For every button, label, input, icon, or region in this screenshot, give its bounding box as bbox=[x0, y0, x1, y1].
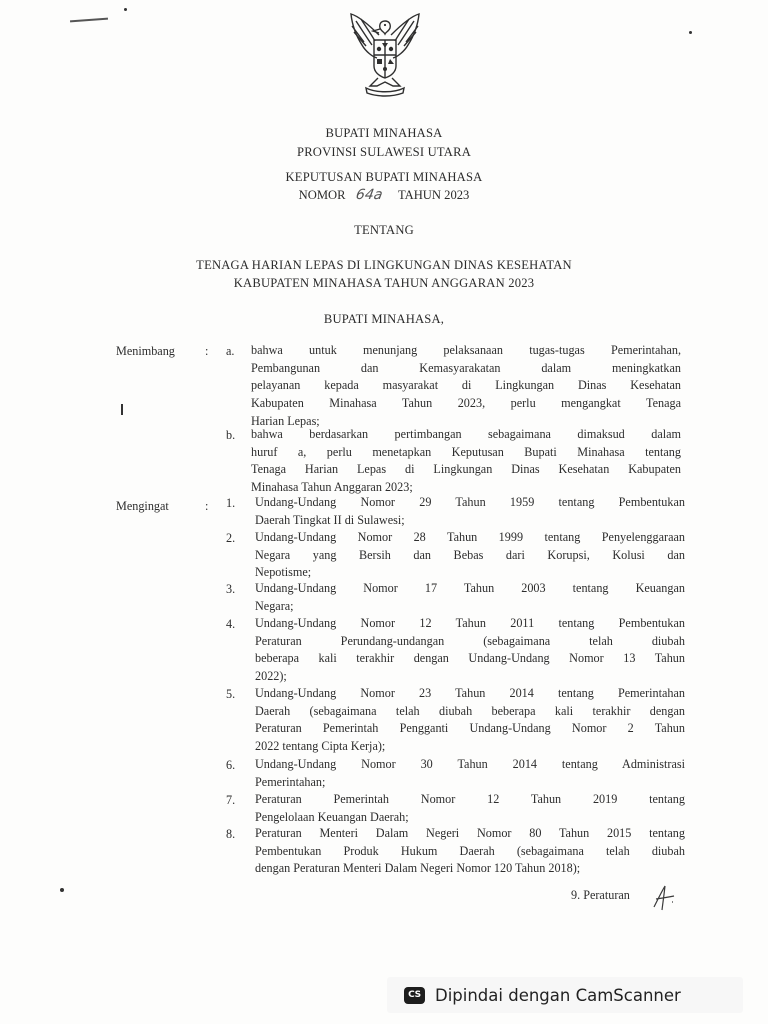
text-line: Harian Lepas; bbox=[251, 413, 320, 428]
mengingat-item-6 bbox=[255, 756, 685, 791]
text-line: bahwa berdasarkan pertimbangan sebagaimana dimaksud dalam bbox=[251, 427, 681, 441]
text-line: Undang-Undang Nomor 17 Tahun 2003 tentang Keuangan bbox=[255, 581, 685, 595]
mengingat-marker-4: 4. bbox=[226, 617, 236, 631]
mengingat-marker-5: 5. bbox=[226, 687, 236, 701]
mengingat-item-3 bbox=[255, 580, 685, 615]
text-line: Negara yang Bersih dan Bebas dari Korupsi, Kolusi dan bbox=[255, 547, 685, 562]
mengingat-marker-2: 2. bbox=[226, 531, 236, 545]
text-line: Undang-Undang Nomor 29 Tahun 1959 tentang Pembentukan bbox=[255, 495, 685, 509]
mengingat-item-2 bbox=[255, 529, 685, 582]
mengingat-item-7 bbox=[255, 791, 685, 826]
mengingat-colon: : bbox=[205, 499, 209, 513]
text-line: huruf a, perlu menetapkan Keputusan Bupati Minahasa tentang bbox=[251, 444, 681, 459]
text-line: bahwa untuk menunjang pelaksanaan tugas-tugas Pemerintahan, bbox=[251, 343, 681, 357]
subject-line-1: TENAGA HARIAN LEPAS DI LINGKUNGAN DINAS KESEHATAN bbox=[196, 258, 572, 272]
subject-line-2: KABUPATEN MINAHASA TAHUN ANGGARAN 2023 bbox=[233, 276, 535, 290]
mengingat-item-4 bbox=[255, 615, 685, 686]
initial-signature-icon bbox=[650, 883, 682, 913]
menimbang-item-a bbox=[251, 342, 681, 431]
text-line: Tenaga Harian Lepas di Lingkungan Dinas Kesehatan Kabupaten bbox=[251, 462, 681, 477]
mengingat-item-1 bbox=[255, 494, 685, 529]
mengingat-item-5 bbox=[255, 685, 685, 756]
mengingat-label: Mengingat bbox=[116, 499, 169, 513]
scan-dot bbox=[60, 888, 64, 892]
text-line: Undang-Undang Nomor 23 Tahun 2014 tentang Pemerintahan bbox=[255, 686, 685, 700]
camscanner-logo-icon: CS bbox=[404, 987, 425, 1004]
menimbang-item-b bbox=[251, 426, 681, 497]
number-label: NOMOR bbox=[298, 188, 346, 202]
text-line: 2022); bbox=[255, 669, 287, 684]
scan-dot bbox=[124, 8, 127, 11]
year-label: TAHUN 2023 bbox=[397, 188, 470, 202]
text-line: Negara; bbox=[255, 598, 294, 613]
text-line: Peraturan Perundang-undangan (sebagaimana telah diubah bbox=[255, 633, 685, 648]
menimbang-label: Menimbang bbox=[116, 344, 175, 358]
text-line: Peraturan Menteri Dalam Negeri Nomor 80 Tahun 2015 tentang bbox=[255, 826, 685, 840]
next-page-reference: 9. Peraturan bbox=[571, 888, 630, 902]
text-line: Kabupaten Minahasa Tahun 2023, perlu mengangkat Tenaga bbox=[251, 396, 681, 411]
text-line: Pembentukan Produk Hukum Daerah (sebagaimana telah diubah bbox=[255, 843, 685, 858]
mengingat-marker-6: 6. bbox=[226, 758, 236, 772]
mengingat-marker-8: 8. bbox=[226, 827, 236, 841]
province-title: PROVINSI SULAWESI UTARA bbox=[297, 145, 471, 159]
about-heading: TENTANG bbox=[354, 223, 414, 237]
text-line: beberapa kali terakhir dengan Undang-Undang Nomor 13 Tahun bbox=[255, 651, 685, 666]
scan-dot bbox=[121, 404, 123, 415]
text-line: pelayanan kepada masyarakat di Lingkungan Dinas Kesehatan bbox=[251, 378, 681, 393]
text-line: Undang-Undang Nomor 12 Tahun 2011 tentang Pembentukan bbox=[255, 616, 685, 630]
issuer-heading: BUPATI MINAHASA, bbox=[323, 312, 445, 326]
text-line: Peraturan Pemerintah Nomor 12 Tahun 2019 tentang bbox=[255, 792, 685, 806]
text-line: Pengelolaan Keuangan Daerah; bbox=[255, 809, 409, 824]
text-line: Daerah (sebagaimana telah diubah beberapa kali terakhir dengan bbox=[255, 703, 685, 718]
menimbang-marker-a: a. bbox=[226, 344, 235, 358]
text-line: Minahasa Tahun Anggaran 2023; bbox=[251, 480, 413, 495]
text-line: Peraturan Pemerintah Pengganti Undang-Undang Nomor 2 Tahun bbox=[255, 721, 685, 736]
text-line: Daerah Tingkat II di Sulawesi; bbox=[255, 512, 405, 527]
text-line: 2022 tentang Cipta Kerja); bbox=[255, 739, 386, 754]
text-line: Pemerintahan; bbox=[255, 774, 326, 789]
text-line: Undang-Undang Nomor 28 Tahun 1999 tentang Penyelenggaraan bbox=[255, 530, 685, 544]
mengingat-item-8 bbox=[255, 825, 685, 878]
scan-mark bbox=[70, 18, 108, 23]
garuda-emblem-icon bbox=[346, 12, 424, 98]
camscanner-caption: Dipindai dengan CamScanner bbox=[435, 985, 681, 1005]
mengingat-marker-3: 3. bbox=[226, 582, 236, 596]
office-title: BUPATI MINAHASA bbox=[325, 126, 443, 140]
text-line: Undang-Undang Nomor 30 Tahun 2014 tentang Administrasi bbox=[255, 757, 685, 771]
mengingat-marker-7: 7. bbox=[226, 793, 236, 807]
menimbang-marker-b: b. bbox=[226, 428, 236, 442]
decree-number-line bbox=[0, 187, 768, 203]
scan-dot bbox=[689, 31, 692, 34]
text-line: Pembangunan dan Kemasyarakatan dalam meningkatkan bbox=[251, 360, 681, 375]
handwritten-decree-number: 64a bbox=[354, 187, 384, 203]
text-line: dengan Peraturan Menteri Dalam Negeri Nomor 120 Tahun 2018); bbox=[255, 861, 581, 876]
camscanner-watermark bbox=[387, 977, 743, 1013]
menimbang-colon: : bbox=[205, 344, 209, 358]
decree-title: KEPUTUSAN BUPATI MINAHASA bbox=[285, 170, 483, 184]
text-line: Nepotisme; bbox=[255, 565, 312, 580]
mengingat-marker-1: 1. bbox=[226, 496, 236, 510]
